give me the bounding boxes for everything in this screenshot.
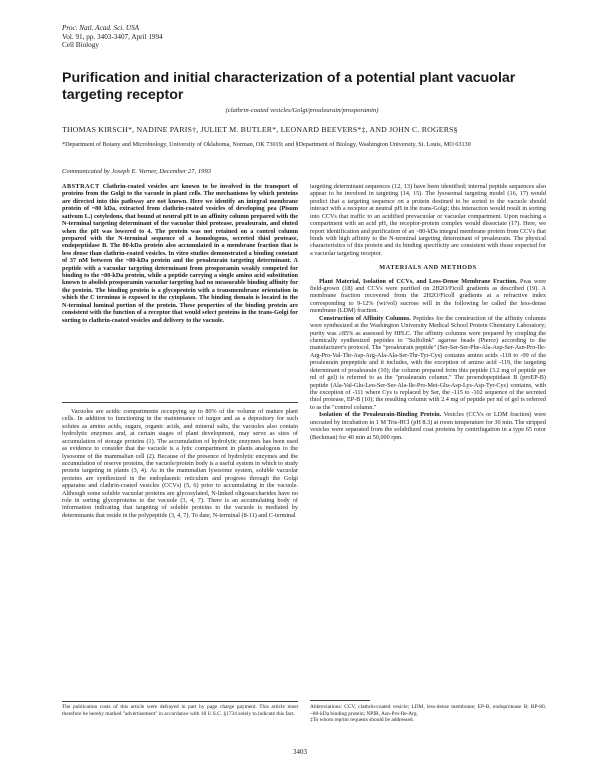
journal-name: Proc. Natl. Acad. Sci. USA [62, 24, 140, 32]
affiliation: *Department of Botany and Microbiology, University of Oklahoma, Norman, OK 73019; and §Department of Biology, Washington University, St. Louis, MO 63130 [62, 141, 471, 148]
abstract-label: ABSTRACT [62, 183, 100, 190]
intro-continued: targeting determinant sequences (12, 13) have been identified; internal peptide sequences also appear to be involved in targeting (14, 15). The lysosomal targeting model (16, 17) would predict that a targeting sequence on a protein destined to be sorted to the vacuole should interact with a receptor at neutral pH in the trans-Golgi; this interaction would result in sorting into CCVs that traffic to an acidified prevacuolar or vacuolar compartment. Upon reaching a compartment with an acid pH, the receptor-protein complex would dissociate (17). Here, we report identification and purification of an ~80-kDa integral membrane protein from CCVs that binds with high affinity to the N-terminal targeting determinant of proaleurain. The physical characteristics of this protein and its binding specificity are consistent with those expected for a vacuolar targeting receptor. [310, 183, 546, 257]
methods-runin: Construction of Affinity Columns. [319, 314, 411, 322]
methods-text: Peas were field-grown (18) and CCVs were purified on 2H2O/Ficoll gradients as described (19). A membrane fraction recovered from the 2H2O/Ficoll gradients at a refractive index corresponding to 9-12% (wt/vol) sucrose will in the following be called the less-dense membrane (LDM) fraction. [310, 277, 547, 315]
page-number: 3403 [293, 748, 307, 756]
intro-paragraph: Vacuoles are acidic compartments occupying up to 80% of the volume of mature plant cells. In addition to functioning in the maintenance of turgor and as a depository for such solutes as amino acids, sugars, organic acids, and mineral salts, the vacuoles also contain hydrolytic enzymes and, at certain stages of plant development, may serve as sites of accumulation of storage proteins (1). The accumulation of hydrolytic enzymes has been used as evidence to consider that the vacuole is a lytic compartment in plants analogous to the lysosome of the mammalian cell (2). Because of the presence of hydrolytic enzymes and the accumulation of reserve proteins, the vacuole/protein body is a useful system in which to study protein targeting in plants (3, 4). As in the mammalian lysosome system, soluble vacuolar proteins are synthesized in the endoplasmic reticulum and progress through the Golgi apparatus and clathrin-coated vesicles (CCVs) (5, 6) prior to accumulating in the vacuole. Although some soluble vacuolar proteins are glycosylated, N-linked oligosaccharides have no role in sorting glycoproteins to the vacuole (3, 4, 7). There is an accumulating body of information indicating that targeting of soluble proteins to the vacuole is mediated by determinants that reside in the polypeptide (3, 4, 7). To date, N-terminal (8-11) and C-terminal [62, 408, 298, 519]
journal-header [62, 24, 262, 50]
methods-runin: Isolation of the Proaleurain-Binding Protein. [319, 411, 442, 419]
methods-paragraph [310, 278, 546, 315]
journal-volume: Vol. 91, pp. 3403-3407, April 1994 [62, 32, 163, 41]
methods-runin: Plant Material, Isolation of CCVs, and Less-Dense Membrane Fraction. [319, 277, 518, 285]
methods-paragraph [310, 411, 546, 441]
footnote-left: The publication costs of this article were defrayed in part by page charge payment. This article must therefore be hereby marked "advertisement" in accordance with 18 U.S.C. §1734 solely to indicate this fact. [62, 704, 298, 717]
left-column [62, 183, 298, 324]
footnote-divider [62, 701, 298, 702]
authors: THOMAS KIRSCH*, NADINE PARIS†, JULIET M. BUTLER*, LEONARD BEEVERS*‡, AND JOHN C. ROGERS§ [62, 125, 458, 134]
abbreviations-footnote: Abbreviations: CCV, clathrin-coated vesicle; LDM, less-dense membrane; EP-B, endoprotease B; BP-80, ~80-kDa binding protein; NPIR, Asn-Pro-Ile-Arg. [310, 704, 546, 717]
reprint-footnote: ‡To whom reprint requests should be addressed. [310, 717, 414, 724]
right-column [310, 183, 546, 441]
methods-paragraph [310, 315, 546, 411]
methods-heading: MATERIALS AND METHODS [379, 264, 477, 272]
article-title: Purification and initial characterization of a potential plant vacuolar targeting receptor [62, 70, 516, 103]
abstract-text: Clathrin-coated vesicles are known to be involved in the transport of proteins from the Golgi to the vacuole in plant cells. The mechanisms by which proteins are directed into this pathway are not known. Here we identify an integral membrane protein of ~80 kDa, extracted from clathrin-coated vesicles of developing pea (Pisum sativum L.) cotyledons, that bound at neutral pH to an affinity column prepared with the N-terminal targeting determinant of the vacuolar thiol protease, proaleurain, and eluted when the pH was lowered to 4. The protein was not retained on a control column prepared with the N-terminal sequence of a homologous, secreted thiol protease, endopeptidase B. The 80-kDa protein also accumulated in a membrane fraction that is less dense than clathrin-coated vesicles. In vitro studies demonstrated a binding constant of 37 nM between the ~80-kDa protein and the proaleurain targeting determinant. A peptide with a vacuolar targeting determinant from prosporamin weakly competed for binding to the ~80-kDa protein, while a peptide carrying a single amino acid substitution known to abolish prosporamin vacuolar targeting had no measurable binding affinity for the protein. The binding protein is a glycoprotein with a transmembrane orientation in which the C terminus is exposed to the cytoplasm. The binding domain is located in the N-terminal luminal portion of the protein. These properties of the binding protein are consistent with the function of a receptor that would select proteins in the trans-Golgi for sorting to clathrin-coated vesicles and delivery to the vacuole. [62, 183, 298, 324]
keywords: (clathrin-coated vesicles/Golgi/proaleurain/prosporamin) [225, 107, 379, 114]
footnote-right [310, 694, 546, 724]
journal-section: Cell Biology [62, 41, 99, 50]
methods-text: Vesicles (CCVs or LDM fraction) were uncoated by incubation in 1 M Tris-HCl (pH 8.3) at room temperature for 30 min. The stripped vesicles were separated from the solubilized coat proteins by centrifugation in a type 65 rotor (Beckman) for 40 min at 50,000 rpm. [310, 411, 546, 441]
communicated-by: Communicated by Joseph E. Varner, December 27, 1993 [62, 168, 212, 175]
abstract [62, 183, 298, 324]
abstract-divider [62, 402, 298, 403]
intro-column [62, 408, 298, 519]
methods-text: Peptides for the construction of the affinity columns were synthesized at the Washington University Medical School Protein Chemistry Laboratory; purity was ≥85% as assessed by HPLC. The affinity columns were prepared by coupling the chemically synthesized peptides to "Sulfolink" agarose beads (Pierce) according to the manufacturer's protocol. The "proaleurain peptide" (Ser-Ser-Ser-Phe-Ala-Asp-Ser-Asn-Pro-Ile-Arg-Pro-Val-Thr-Asp-Arg-Ala-Ala-Ser-Thr-Tyr-Cys) contains amino acids -118 to -99 of the proaleurain prepeptide and it includes, with the exception of amino acid -119, the targeting determinant of proaleurain (10); the column prepared from this peptide (3.2 mg of peptide per ml of gel) is referred to as the "proaleurain column." The proendopeptidase B (proEP-B) peptide (Ala-Val-Glu-Leu-Ser-Ser-Ala-Ile-Pro-Met-Glu-Asp-Lys-Asp-Tyr-Cys) contains, with the exception of -111 where Cys is replaced by Ser, the -115 to -102 sequence of the secreted thiol protease, EP-B (10); the resulting column with 2.4 mg of peptide per ml of gel is referred to as the "control column." [310, 314, 547, 411]
footnote-right-divider [310, 700, 370, 701]
